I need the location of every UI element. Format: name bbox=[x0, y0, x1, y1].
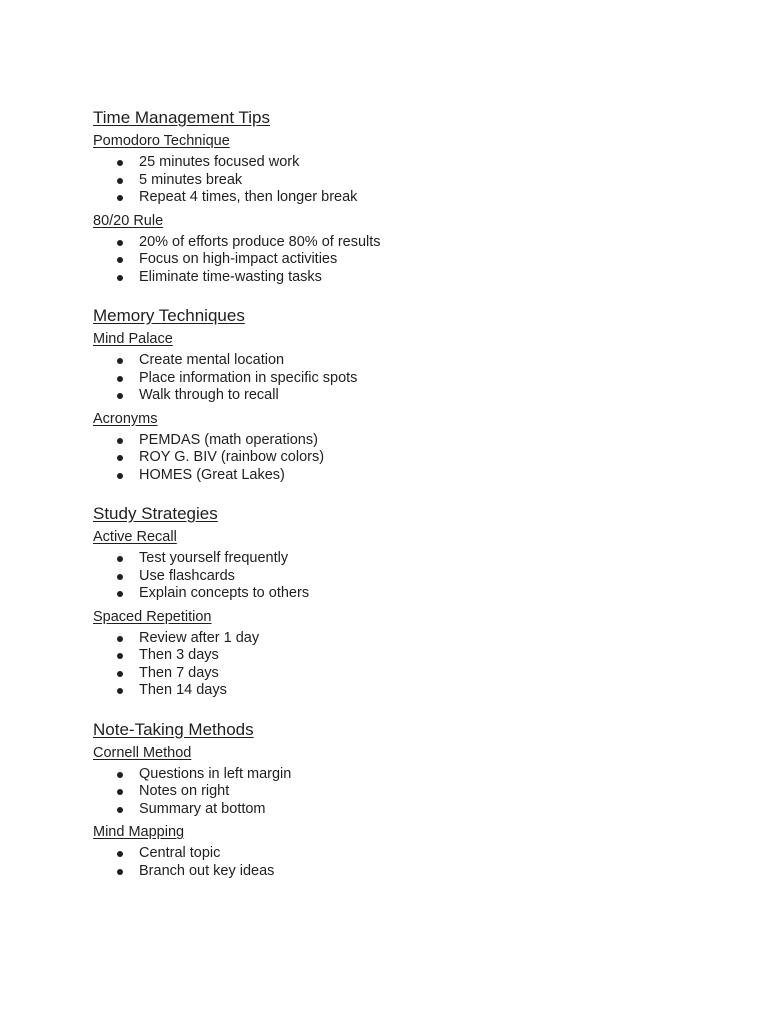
list-item-text: HOMES (Great Lakes) bbox=[139, 466, 285, 483]
section-heading: Memory Techniques bbox=[93, 306, 245, 325]
bullet-icon bbox=[117, 438, 123, 444]
list-item bbox=[93, 154, 713, 172]
list-item bbox=[93, 449, 713, 467]
bullet-list bbox=[93, 234, 713, 287]
list-item bbox=[93, 550, 713, 568]
list-item-text: Walk through to recall bbox=[139, 387, 279, 403]
bullet-icon bbox=[117, 376, 123, 382]
bullet-icon bbox=[117, 851, 123, 857]
list-item bbox=[93, 647, 713, 665]
bullet-icon bbox=[117, 671, 123, 677]
list-item-text: ROY G. BIV (rainbow colors) bbox=[139, 449, 325, 465]
bullet-icon bbox=[117, 240, 123, 246]
list-item-text: Notes on right bbox=[139, 783, 230, 799]
section-heading: Time Management Tips bbox=[93, 108, 270, 127]
list-item-text: 25 minutes focused work bbox=[139, 154, 300, 170]
list-item-text: Summary at bottom bbox=[139, 800, 266, 817]
list-item bbox=[93, 766, 713, 784]
list-item bbox=[93, 251, 713, 269]
bullet-icon bbox=[117, 556, 123, 562]
list-item bbox=[93, 801, 713, 819]
list-item-text: PEMDAS (math operations) bbox=[139, 431, 318, 448]
subsection-heading: 80/20 Rule bbox=[93, 212, 164, 229]
list-item-text: Review after 1 day bbox=[139, 629, 260, 646]
list-item bbox=[93, 269, 713, 287]
section-note-taking bbox=[93, 718, 713, 881]
document-page bbox=[93, 106, 713, 898]
bullet-icon bbox=[117, 772, 123, 778]
bullet-list bbox=[93, 845, 713, 880]
list-item-text: Create mental location bbox=[139, 352, 285, 368]
list-item-text: Central topic bbox=[139, 845, 221, 861]
bullet-icon bbox=[117, 455, 123, 461]
bullet-icon bbox=[117, 688, 123, 694]
list-item bbox=[93, 783, 713, 801]
bullet-icon bbox=[117, 807, 123, 813]
subsection-heading: Active Recall bbox=[93, 529, 177, 545]
list-item-text: Eliminate time-wasting tasks bbox=[139, 268, 322, 285]
bullet-icon bbox=[117, 574, 123, 580]
list-item bbox=[93, 568, 713, 586]
list-item-text: 20% of efforts produce 80% of results bbox=[139, 233, 381, 250]
bullet-icon bbox=[117, 869, 123, 875]
list-item bbox=[93, 370, 713, 388]
list-item-text: Then 3 days bbox=[139, 647, 219, 663]
list-item bbox=[93, 432, 713, 450]
list-item bbox=[93, 172, 713, 190]
bullet-list bbox=[93, 630, 713, 700]
bullet-icon bbox=[117, 393, 123, 399]
subsection-heading: Acronyms bbox=[93, 410, 158, 427]
list-item bbox=[93, 682, 713, 700]
subsection-heading: Mind Palace bbox=[93, 331, 173, 347]
list-item-text: Branch out key ideas bbox=[139, 862, 275, 879]
section-study-strategies bbox=[93, 502, 713, 700]
list-item bbox=[93, 234, 713, 252]
subsection-heading: Mind Mapping bbox=[93, 824, 185, 840]
list-item-text: Test yourself frequently bbox=[139, 550, 289, 566]
list-item bbox=[93, 665, 713, 683]
list-item bbox=[93, 387, 713, 405]
section-heading: Study Strategies bbox=[93, 504, 218, 523]
subsection-heading: Spaced Repetition bbox=[93, 608, 212, 625]
list-item-text: Use flashcards bbox=[139, 567, 235, 584]
subsection-heading: Cornell Method bbox=[93, 744, 192, 761]
section-time-management bbox=[93, 106, 713, 286]
section-memory-techniques bbox=[93, 304, 713, 484]
bullet-list bbox=[93, 766, 713, 819]
bullet-icon bbox=[117, 789, 123, 795]
bullet-icon bbox=[117, 636, 123, 642]
list-item-text: Place information in specific spots bbox=[139, 369, 358, 386]
bullet-icon bbox=[117, 195, 123, 201]
list-item bbox=[93, 630, 713, 648]
bullet-icon bbox=[117, 591, 123, 597]
section-heading: Note-Taking Methods bbox=[93, 719, 254, 739]
bullet-icon bbox=[117, 358, 123, 364]
list-item-text: Repeat 4 times, then longer break bbox=[139, 189, 358, 205]
list-item-text: Focus on high-impact activities bbox=[139, 251, 338, 267]
bullet-icon bbox=[117, 653, 123, 659]
bullet-icon bbox=[117, 178, 123, 184]
bullet-icon bbox=[117, 275, 123, 281]
bullet-icon bbox=[117, 160, 123, 166]
list-item bbox=[93, 467, 713, 485]
bullet-list bbox=[93, 550, 713, 603]
list-item-text: Explain concepts to others bbox=[139, 585, 310, 601]
bullet-list bbox=[93, 432, 713, 485]
bullet-list bbox=[93, 154, 713, 207]
list-item bbox=[93, 352, 713, 370]
list-item-text: 5 minutes break bbox=[139, 171, 243, 188]
list-item-text: Questions in left margin bbox=[139, 765, 292, 782]
bullet-icon bbox=[117, 257, 123, 263]
list-item bbox=[93, 863, 713, 881]
bullet-icon bbox=[117, 473, 123, 479]
list-item bbox=[93, 585, 713, 603]
list-item bbox=[93, 189, 713, 207]
list-item bbox=[93, 845, 713, 863]
subsection-heading: Pomodoro Technique bbox=[93, 133, 230, 149]
list-item-text: Then 14 days bbox=[139, 682, 227, 698]
bullet-list bbox=[93, 352, 713, 405]
list-item-text: Then 7 days bbox=[139, 664, 219, 681]
